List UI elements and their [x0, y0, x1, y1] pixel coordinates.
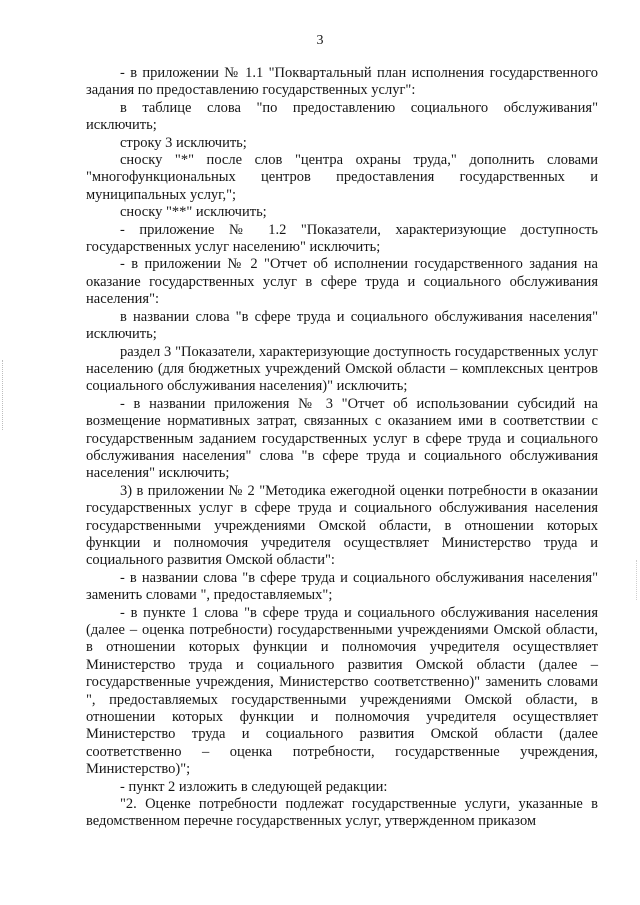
scan-edge-mark: [636, 560, 638, 600]
paragraph-title-replace: - в названии слова "в сфере труда и социального обслуживания населения" заменить словами ", предоставляемых";: [86, 569, 598, 604]
paragraph-point-1: - в пункте 1 слова "в сфере труда и социального обслуживания населения (далее – оценка потребности) государственными учреждениями Омской области, в отношении которых функции и полномочия учредителя осуществляет Министерство труда и социального развития Омской области (далее – государственные учреждения, Министерство соответственно)" заменить словами ", предоставляемых государственными учреждениями Омской области, в отношении которых функции и полномочия учредителя осуществляет Министерство труда и социального развития Омской области (далее соответственно – оценка потребности, государственные учреждения, Министерство)";: [86, 604, 598, 778]
page-number: 3: [316, 33, 324, 48]
paragraph-title-words: в названии слова "в сфере труда и социального обслуживания населения" исключить;: [86, 308, 598, 343]
paragraph-row-3: строку 3 исключить;: [120, 134, 247, 151]
paragraph-item-3: 3) в приложении № 2 "Методика ежегодной оценки потребности в оказании государственных услуг в сфере труда и социального обслуживания населения государственными учреждениями Омской области, в отношении которых функции и полномочия учредителя осуществляет Министерство труда и социального развития Омской области":: [86, 482, 598, 569]
paragraph-appendix-1-2: - приложение № 1.2 "Показатели, характеризующие доступность государственных услуг населению" исключить;: [86, 221, 598, 256]
document-body: [86, 65, 598, 831]
paragraph-appendix-3: - в названии приложения № 3 "Отчет об использовании субсидий на возмещение нормативных затрат, связанных с оказанием ими в соответствии с государственным заданием государственных услуг в сфере труда и социального обслуживания населения" слова "в сфере труда и социального обслуживания населения" исключить;: [86, 395, 598, 482]
paragraph-table-words: в таблице слова "по предоставлению социального обслуживания" исключить;: [86, 99, 598, 134]
paragraph-appendix-1-1: - в приложении № 1.1 "Поквартальный план исполнения государственного задания по предоставлению государственных услуг":: [86, 65, 598, 99]
paragraph-footnote-1: сноску "*" после слов "центра охраны труда," дополнить словами "многофункциональных центров предоставления государственных и муниципальных услуг,";: [86, 152, 598, 203]
paragraph-footnote-2: сноску "**" исключить;: [120, 204, 267, 221]
scan-margin-mark: [2, 360, 4, 430]
paragraph-new-point-2: "2. Оценке потребности подлежат государственные услуги, указанные в ведомственном перечне государственных услуг, утвержденном приказом: [86, 796, 598, 830]
paragraph-section-3: раздел 3 "Показатели, характеризующие доступность государственных услуг населению (для бюджетных учреждений Омской области – комплексных центров социального обслуживания населения)" исключить;: [86, 343, 598, 395]
paragraph-point-2: - пункт 2 изложить в следующей редакции:: [120, 778, 388, 795]
paragraph-appendix-2: - в приложении № 2 "Отчет об исполнении государственного задания на оказание государственных услуг в сфере труда и социального обслуживания населения":: [86, 256, 598, 308]
